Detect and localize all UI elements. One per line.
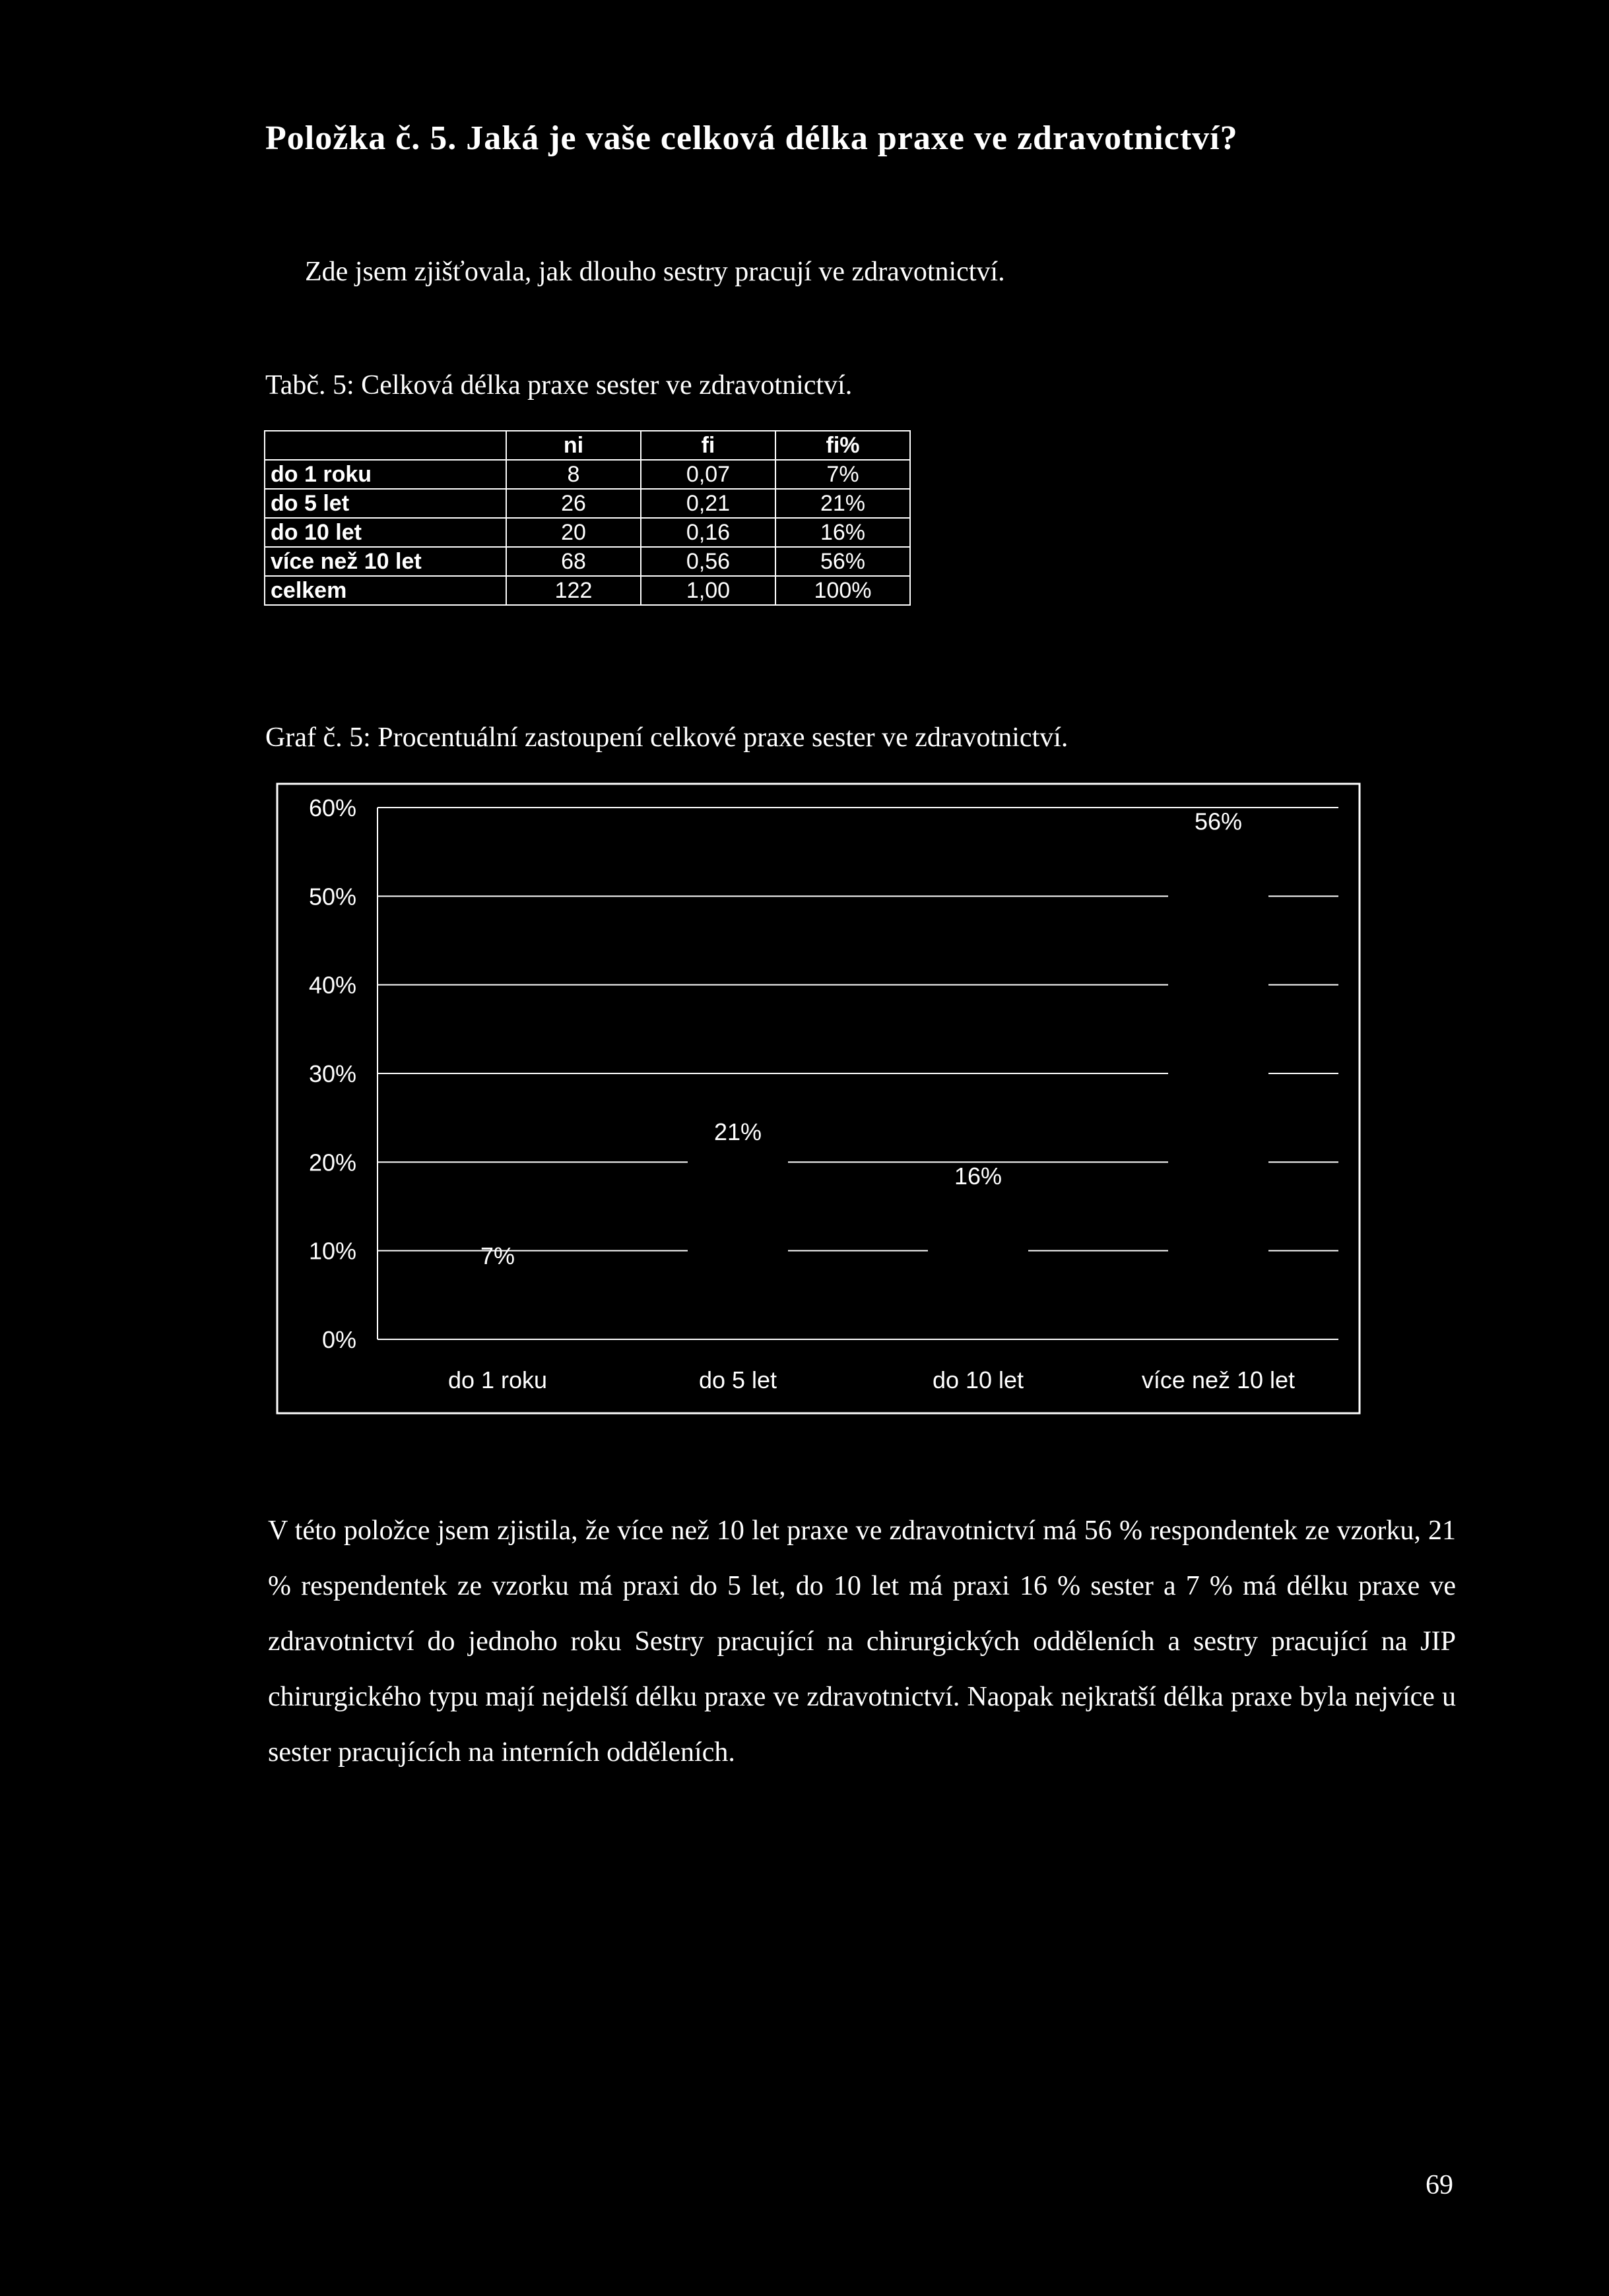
table-cell: 0,07: [641, 460, 775, 489]
table-header-cell: fi: [641, 431, 775, 460]
body-paragraph: V této položce jsem zjistila, že více než 10 let praxe ve zdravotnictví má 56 % respondentek ze vzorku, 21 % respendentek ze vzorku má praxi do 5 let, do 10 let má praxi 16 % sester a 7 % má délku praxe ve zdravotnictví do jednoho roku Sestry pracující na chirurgických odděleních a sestry pracující na JIP chirurgického typu mají nejdelší délku praxe ve zdravotnictví. Naopak nejkratší délka praxe byla nejvíce u sester pracujících na interních odděleních.: [268, 1515, 1456, 1768]
table-cell: 7%: [775, 460, 910, 489]
bar: [688, 1153, 788, 1338]
x-tick-label: více než 10 let: [1141, 1366, 1296, 1393]
table-header-cell: ni: [506, 431, 641, 460]
table-cell: 100%: [775, 576, 910, 605]
table-cell: 1,00: [641, 576, 775, 605]
y-tick-label: 20%: [308, 1149, 356, 1176]
y-tick-label: 10%: [308, 1237, 356, 1265]
table-cell: 8: [506, 460, 641, 489]
bar: [1168, 843, 1268, 1338]
table-cell: 21%: [775, 489, 910, 518]
data-label: 16%: [954, 1163, 1002, 1190]
table-row-label: celkem: [265, 576, 506, 605]
table-cell: 0,21: [641, 489, 775, 518]
x-tick-label: do 5 let: [698, 1366, 777, 1393]
table-row-label: do 5 let: [265, 489, 506, 518]
table-cell: 122: [506, 576, 641, 605]
y-tick-label: 50%: [308, 883, 356, 910]
data-label: 56%: [1194, 808, 1243, 835]
table-header-cell: fi%: [775, 431, 910, 460]
table-caption: Tabč. 5: Celková délka praxe sester ve zdravotnictví.: [265, 370, 853, 400]
y-tick-label: 30%: [308, 1060, 356, 1087]
table-cell: 26: [506, 489, 641, 518]
table-cell: 0,56: [641, 547, 775, 576]
table-cell: 20: [506, 518, 641, 547]
table-cell: 56%: [775, 547, 910, 576]
bar: [928, 1197, 1028, 1338]
table-row-label: do 10 let: [265, 518, 506, 547]
intro-text: Zde jsem zjišťovala, jak dlouho sestry pracují ve zdravotnictví.: [305, 257, 1005, 287]
x-tick-label: do 10 let: [932, 1366, 1024, 1393]
page-number: 69: [1426, 2170, 1453, 2200]
table-cell: 0,16: [641, 518, 775, 547]
table-row-label: do 1 roku: [265, 460, 506, 489]
y-tick-label: 40%: [308, 971, 356, 999]
question-heading: Položka č. 5. Jaká je vaše celková délka praxe ve zdravotnictví?: [265, 119, 1238, 157]
data-label: 7%: [480, 1242, 515, 1269]
y-tick-label: 60%: [308, 794, 356, 821]
table-row-label: více než 10 let: [265, 547, 506, 576]
bar: [447, 1277, 548, 1338]
data-label: 21%: [713, 1118, 762, 1145]
graph-caption: Graf č. 5: Procentuální zastoupení celkové praxe sester ve zdravotnictví.: [265, 722, 1068, 753]
table-cell: 68: [506, 547, 641, 576]
table-cell: 16%: [775, 518, 910, 547]
y-tick-label: 0%: [321, 1326, 356, 1353]
x-tick-label: do 1 roku: [447, 1366, 548, 1393]
